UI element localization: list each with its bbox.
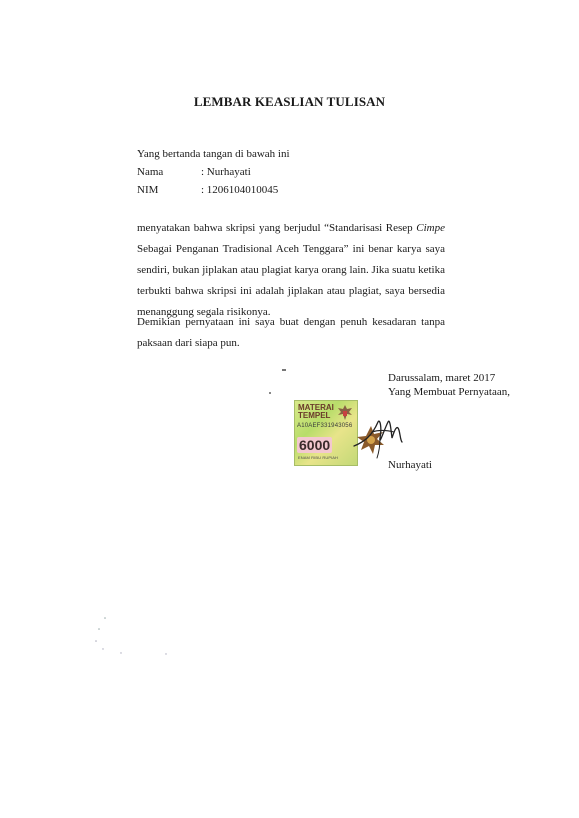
field-label-nim: NIM: [137, 184, 159, 196]
scan-speck: [118, 648, 178, 658]
statement-part-1: menyatakan bahwa skripsi yang berjudul “Standarisasi Resep: [137, 222, 417, 234]
signer-name: Nurhayati: [388, 459, 432, 471]
stamp-bottom-text: ENAM RIBU RUPIAH: [298, 455, 339, 460]
field-row-nim: [137, 184, 278, 196]
scan-speck: [282, 369, 288, 373]
intro-text: Yang bertanda tangan di bawah ini: [137, 148, 290, 160]
field-value-nim: : 1206104010045: [201, 184, 279, 196]
statement-italic-term: Cimpe: [416, 222, 445, 234]
statement-part-2: Sebagai Penganan Tradisional Aceh Tenggara” ini benar karya saya sendiri, bukan jiplakan atau plagiat karya orang lain. Jika suatu ketika terbukti bahwa skripsi ini adalah jiplakan atau plagiat, saya bersedia menanggung segala risikonya.: [137, 243, 445, 318]
field-value-nama: : Nurhayati: [201, 166, 251, 178]
scan-speck: [93, 615, 113, 655]
place-date: Darussalam, maret 2017: [388, 372, 496, 384]
scan-speck: [269, 392, 273, 396]
revenue-stamp: [294, 400, 358, 466]
stamp-header: [298, 404, 334, 420]
stamp-line-2: TEMPEL: [298, 411, 331, 420]
maker-label: Yang Membuat Pernyataan,: [388, 386, 510, 398]
stamp-line-1: MATERAI: [298, 403, 334, 412]
stamp-code: A10AEF331943056: [297, 423, 353, 429]
stamp-value: 6000: [299, 437, 331, 453]
closing-paragraph: Demikian pernyataan ini saya buat dengan penuh kesadaran tanpa paksaan dari siapa pun.: [137, 316, 445, 349]
field-row-nama: [137, 166, 251, 178]
statement-paragraph: [137, 218, 445, 323]
document-title: LEMBAR KEASLIAN TULISAN: [193, 94, 386, 109]
field-label-nama: Nama: [137, 166, 164, 178]
handwritten-signature: [350, 408, 410, 460]
